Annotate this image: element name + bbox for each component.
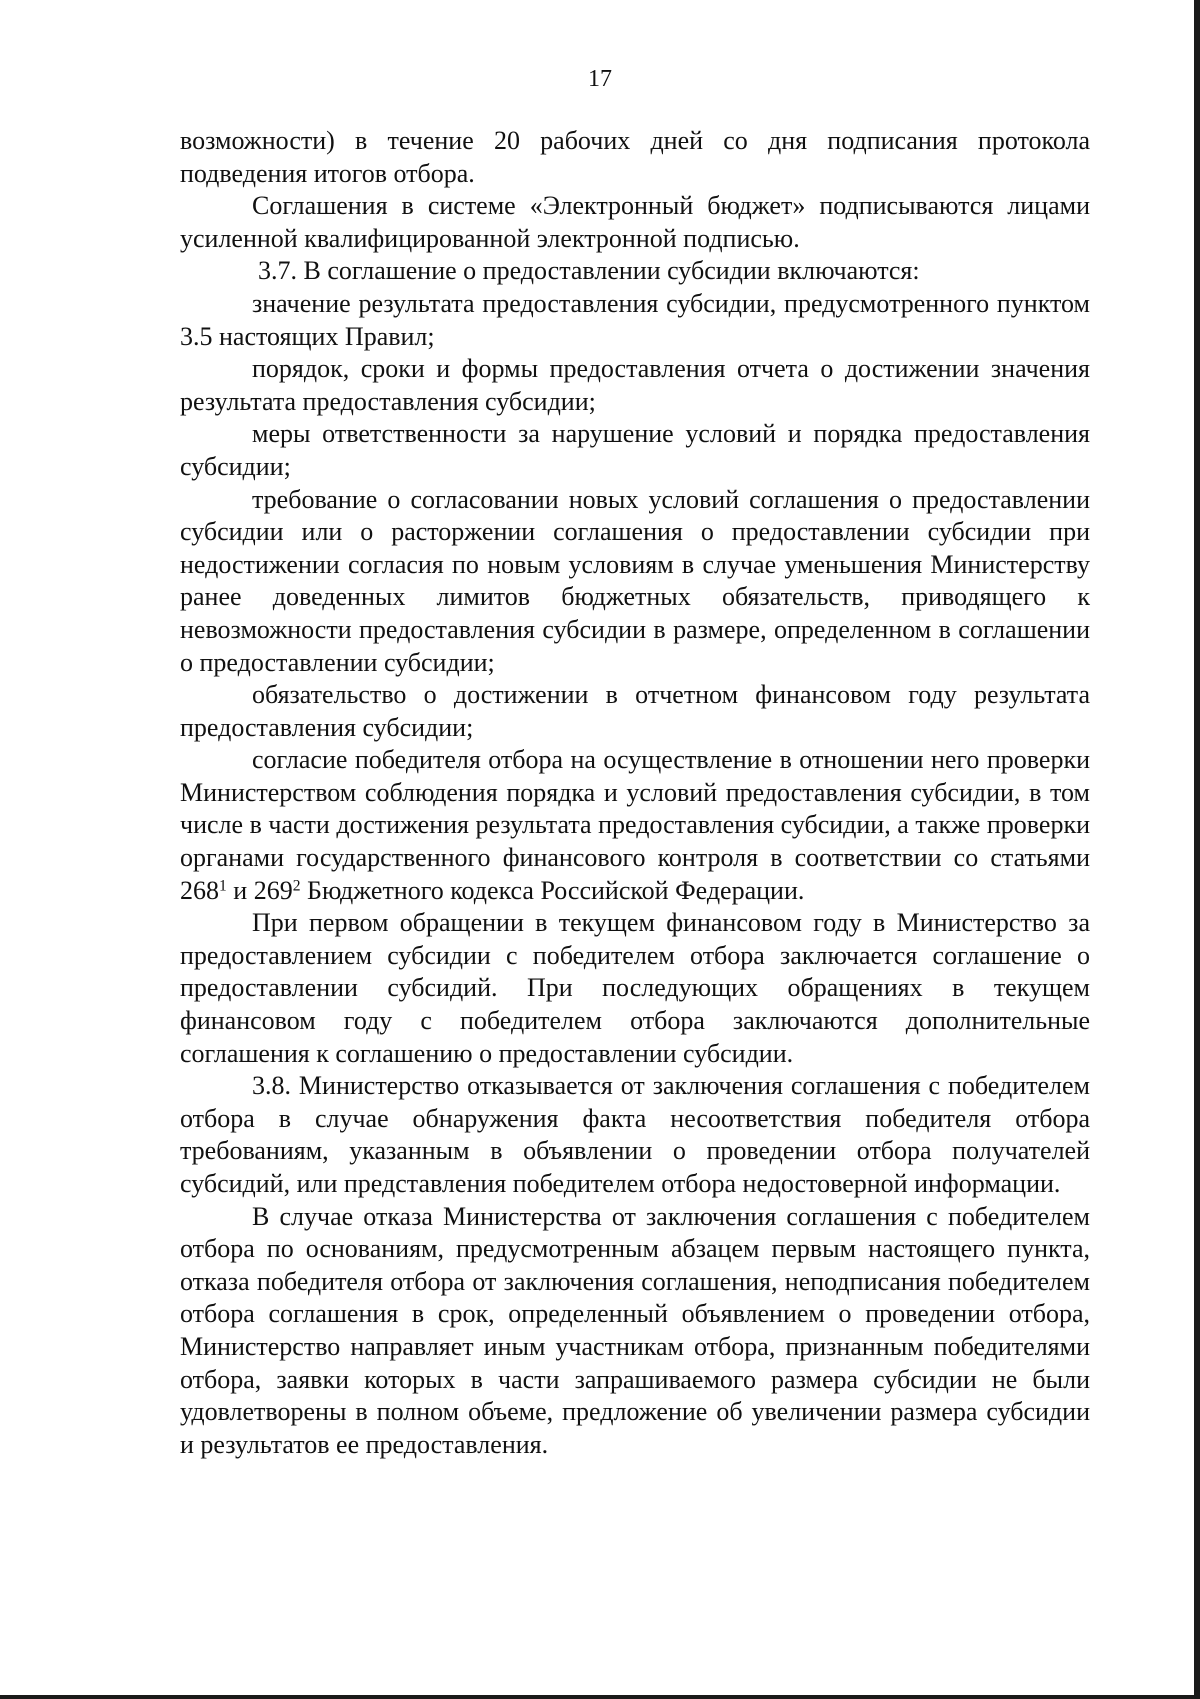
consent-text-middle: и 269: [226, 875, 293, 905]
scan-edge-right: [1194, 0, 1200, 1699]
superscript-1: 1: [219, 877, 227, 895]
paragraph-first-request: При первом обращении в текущем финансовом году в Министерство за предоставлением субсидии с победителем отбора заключается соглашение о предоставлении субсидий. При последующих обращениях в текущем финансовом году с победителем отбора заключаются дополнительные соглашения к соглашению о предоставлении субсидии.: [180, 908, 1090, 1068]
paragraph-refusal: В случае отказа Министерства от заключения соглашения с победителем отбора по основаниям, предусмотренным абзацем первым настоящего пункта, отказа победителя отбора от заключения соглашения, неподписания победителем отбора соглашения в срок, определенный объявлением о проведении отбора, Министерство направляет иным участникам отбора, признанным победителями отбора, заявки которых в части запрашиваемого размера субсидии не были удовлетворены в полном объеме, предложение об увеличении размера субсидии и результатов ее предоставления.: [180, 1201, 1090, 1459]
superscript-2: 2: [292, 877, 301, 895]
page-number: 17: [588, 66, 612, 92]
paragraph-section-3-8: 3.8. Министерство отказывается от заключения соглашения с победителем отбора в случае обнаружения факта несоответствия победителя отбора требованиям, указанным в объявлении о проведении отбора получателей субсидий, или представления победителем отбора недостоверной информации.: [180, 1071, 1090, 1198]
paragraph-section-3-7: 3.7. В соглашение о предоставлении субсидии включаются:: [258, 256, 920, 286]
scan-edge-bottom: [0, 1695, 1200, 1699]
paragraph-liability: меры ответственности за нарушение условий и порядка предоставления субсидии;: [180, 419, 1090, 481]
paragraph-continuation: возможности) в течение 20 рабочих дней со дня подписания протокола подведения итогов отбора.: [180, 126, 1090, 188]
paragraph-obligation: обязательство о достижении в отчетном финансовом году результата предоставления субсидии;: [180, 680, 1090, 742]
paragraph-report-procedure: порядок, сроки и формы предоставления отчета о достижении значения результата предоставления субсидии;: [180, 354, 1090, 416]
consent-text-before: согласие победителя отбора на осуществление в отношении него проверки Министерством соблюдения порядка и условий предоставления субсидии, в том числе в части достижения результата предоставления субсидии, а также проверки органами государственного финансового контроля в соответствии со статьями 268: [180, 745, 1090, 905]
paragraph-consent-audit: [180, 744, 1090, 907]
paragraph-new-conditions: требование о согласовании новых условий соглашения о предоставлении субсидии или о расторжении соглашения о предоставлении субсидии при недостижении согласия по новым условиям в случае уменьшения Министерству ранее доведенных лимитов бюджетных обязательств, приводящего к невозможности предоставления субсидии в размере, определенном в соглашении о предоставлении субсидии;: [180, 484, 1090, 677]
paragraph-electronic-budget: Соглашения в системе «Электронный бюджет» подписываются лицами усиленной квалифицированной электронной подписью.: [180, 191, 1090, 253]
document-body: [180, 125, 1090, 1461]
consent-text-after: Бюджетного кодекса Российской Федерации.: [300, 875, 805, 905]
paragraph-result-value: значение результата предоставления субсидии, предусмотренного пунктом 3.5 настоящих Правил;: [180, 288, 1090, 351]
